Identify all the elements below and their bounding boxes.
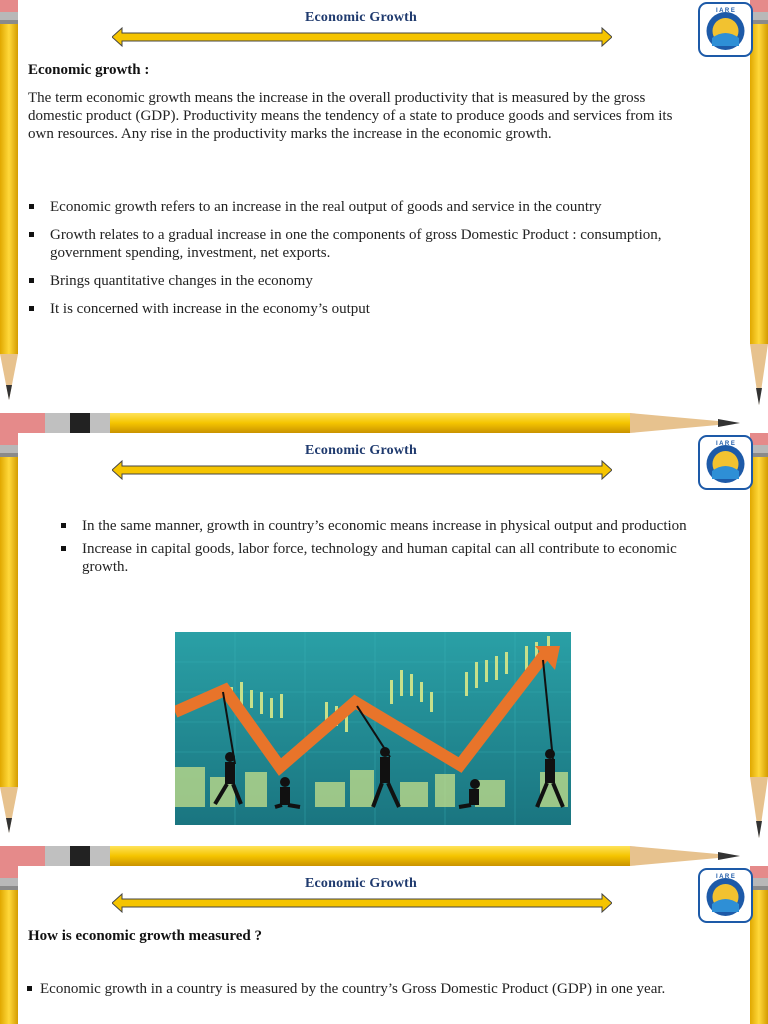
list-item: Brings quantitative changes in the economy <box>50 272 690 290</box>
pencil-bottom-icon <box>0 413 768 433</box>
pencil-left-icon <box>0 433 18 848</box>
slide-title: Economic Growth <box>304 876 417 891</box>
bullet-icon <box>29 204 34 209</box>
iare-logo-icon <box>698 435 753 490</box>
svg-text:I A R E: I A R E <box>716 8 735 14</box>
pencil-bottom-icon <box>0 846 768 866</box>
intro-paragraph: The term economic growth means the increase in the overall productivity that is measured by the gross domestic product (GDP). Productivity means the tendency of a state to produce goods and services from its own resources. Any rise in the productivity marks the increase in the economic growth. <box>28 90 673 142</box>
slide-3 <box>0 866 768 1024</box>
slide-2 <box>0 433 768 866</box>
bullet-list <box>82 517 722 581</box>
bullet-icon <box>29 306 34 311</box>
bullet-icon <box>29 232 34 237</box>
iare-logo-icon <box>698 868 753 923</box>
iare-logo-icon <box>698 2 753 57</box>
list-item: Increase in capital goods, labor force, technology and human capital can all contribute to economic growth. <box>82 540 722 576</box>
bullet-icon <box>61 523 66 528</box>
bullet-list <box>40 980 720 998</box>
bullet-icon <box>27 986 32 991</box>
slide-title: Economic Growth <box>304 443 417 458</box>
double-arrow-icon <box>112 459 612 481</box>
list-item: In the same manner, growth in country’s economic means increase in physical output and production <box>82 517 722 535</box>
pencil-right-icon <box>750 0 768 415</box>
list-item: It is concerned with increase in the economy’s output <box>50 300 690 318</box>
list-item: Growth relates to a gradual increase in one the components of gross Domestic Product : consumption, government spending, investment, net exports. <box>50 226 690 262</box>
bullet-list <box>50 198 690 328</box>
svg-text:I A R E: I A R E <box>716 874 735 880</box>
double-arrow-icon <box>112 26 612 48</box>
double-arrow-icon <box>112 892 612 914</box>
slide-title: Economic Growth <box>304 10 417 25</box>
slide-1 <box>0 0 768 433</box>
svg-text:I A R E: I A R E <box>716 441 735 447</box>
pencil-right-icon <box>750 433 768 848</box>
bullet-icon <box>61 546 66 551</box>
bullet-icon <box>29 278 34 283</box>
pencil-left-icon <box>0 0 18 415</box>
economic-growth-image <box>175 632 571 825</box>
section-heading: Economic growth : <box>28 62 150 78</box>
section-heading: How is economic growth measured ? <box>28 928 263 944</box>
list-item: Economic growth refers to an increase in the real output of goods and service in the country <box>50 198 690 216</box>
list-item: Economic growth in a country is measured by the country’s Gross Domestic Product (GDP) in one year. <box>40 980 720 998</box>
